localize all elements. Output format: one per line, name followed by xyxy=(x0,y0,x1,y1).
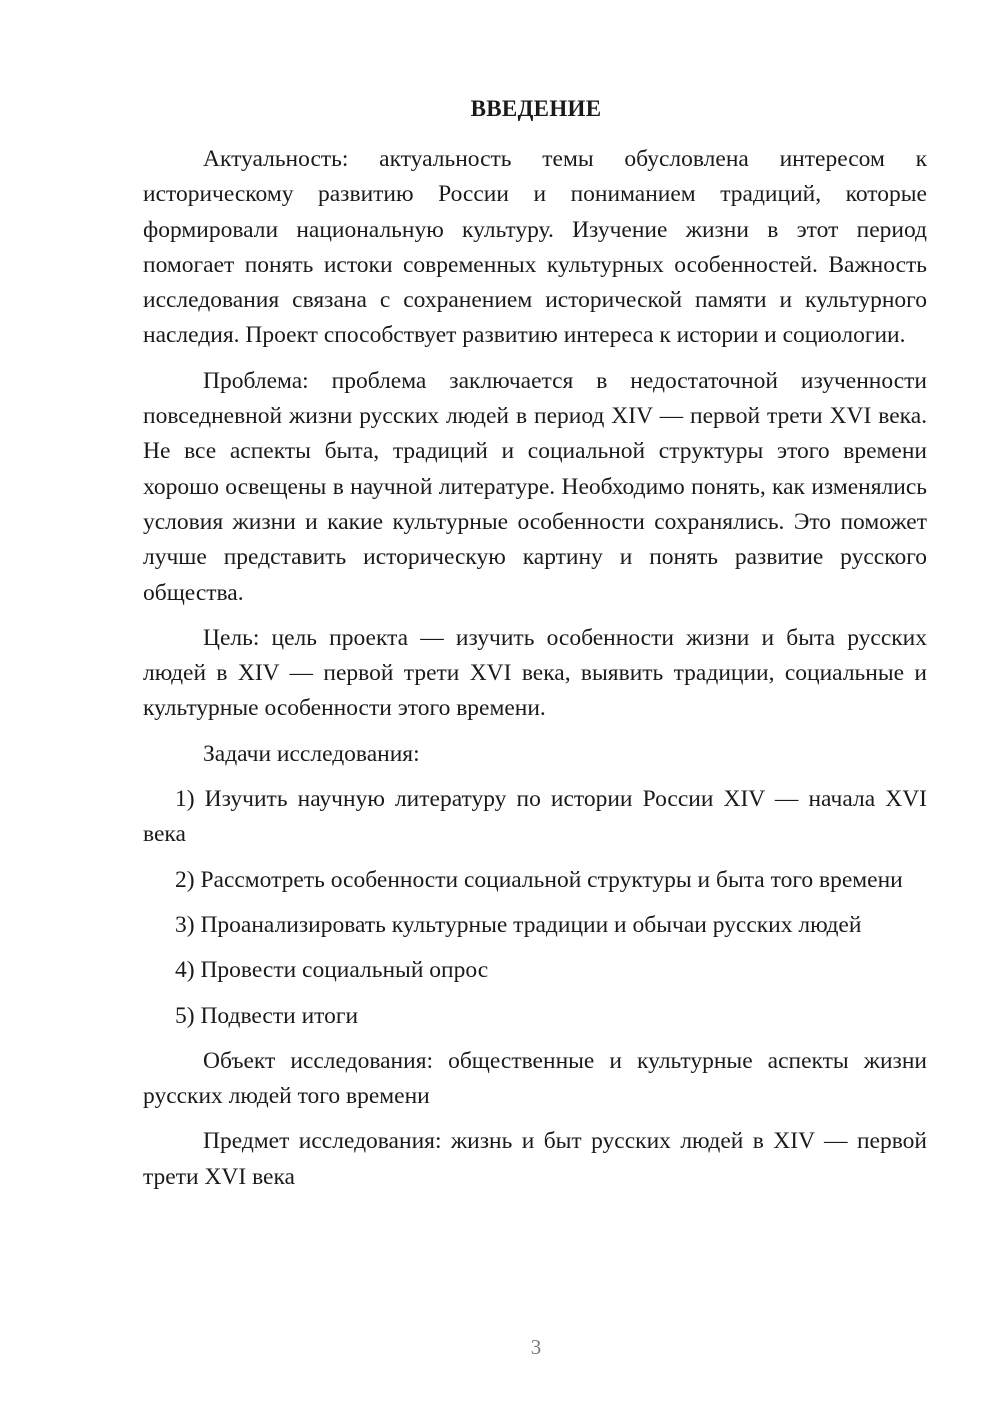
problem-paragraph: Проблема: проблема заключается в недостаточной изученности повседневной жизни русских людей в период XIV — первой трети XVI века. Не все аспекты быта, традиций и социальной структуры этого времени хорошо освещены в научной литературе. Необходимо понять, как изменялись условия жизни и какие культурные особенности сохранялись. Это поможет лучше представить историческую картину и понять развитие русского общества. xyxy=(143,367,927,606)
relevance-paragraph: Актуальность: актуальность темы обусловлена интересом к историческому развитию России и пониманием традиций, которые формировали национальную культуру. Изучение жизни в этот период помогает понять истоки современных культурных особенностей. Важность исследования связана с сохранением исторической памяти и культурного наследия. Проект способствует развитию интереса к истории и социологии. xyxy=(143,146,927,349)
research-subject-paragraph: Предмет исследования: жизнь и быт русских людей в XIV — первой трети XVI века xyxy=(143,1128,927,1190)
task-item: 1) Изучить научную литературу по истории России XIV — начала XVI века xyxy=(143,786,927,848)
section-title: ВВЕДЕНИЕ xyxy=(470,96,602,121)
goal-paragraph: Цель: цель проекта — изучить особенности жизни и быта русских людей в XIV — первой трети XVI века, выявить традиции, социальные и культурные особенности этого времени. xyxy=(143,624,927,722)
task-item: 2) Рассмотреть особенности социальной структуры и быта того времени xyxy=(175,866,903,893)
document-body xyxy=(143,142,927,1205)
research-object-paragraph: Объект исследования: общественные и культурные аспекты жизни русских людей того времени xyxy=(143,1047,927,1110)
tasks-heading: Задачи исследования: xyxy=(203,740,420,767)
page-number: 3 xyxy=(530,1335,542,1359)
task-item: 5) Подвести итоги xyxy=(175,1002,359,1029)
task-item: 3) Проанализировать культурные традиции и обычаи русских людей xyxy=(175,911,862,938)
task-item: 4) Провести социальный опрос xyxy=(175,957,489,984)
